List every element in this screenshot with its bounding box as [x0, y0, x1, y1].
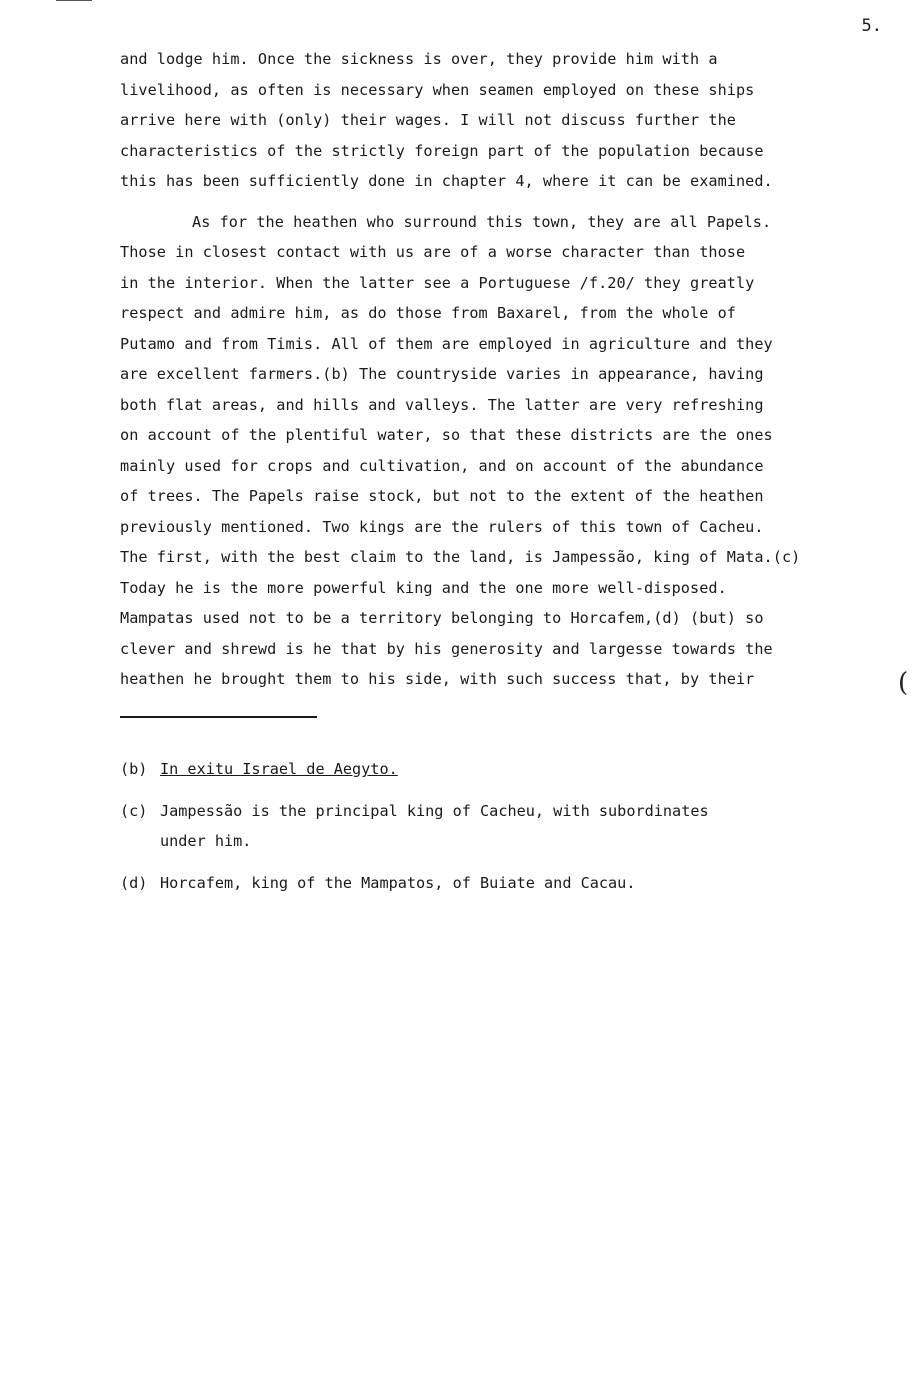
text-line: arrive here with (only) their wages. I will not discuss further the — [120, 111, 736, 129]
text-line: of trees. The Papels raise stock, but not to the extent of the heathen — [120, 487, 764, 505]
footnote-c — [120, 796, 880, 856]
text-line: this has been sufficiently done in chapter 4, where it can be examined. — [120, 172, 773, 190]
page-edge-mark — [56, 0, 92, 1]
text-line: heathen he brought them to his side, with such success that, by their — [120, 670, 755, 688]
text-line: are excellent farmers.(b) The countryside varies in appearance, having — [120, 365, 764, 383]
text-line: and lodge him. Once the sickness is over, they provide him with a — [120, 50, 718, 68]
text-line: mainly used for crops and cultivation, and on account of the abundance — [120, 456, 764, 475]
footnotes — [120, 754, 880, 898]
footnote-text: Jampessão is the principal king of Cacheu, with subordinates — [160, 802, 709, 820]
margin-mark: ( — [898, 668, 909, 698]
footnote-text: under him. — [160, 832, 252, 850]
paragraph-1 — [120, 44, 880, 197]
text-line: on account of the plentiful water, so that these districts are the ones — [120, 426, 773, 444]
text-line: livelihood, as often is necessary when seamen employed on these ships — [120, 80, 755, 99]
footnote-mark: (b) — [120, 760, 148, 778]
text-line: Putamo and from Timis. All of them are employed in agriculture and they — [120, 334, 773, 353]
text-line: Those in closest contact with us are of a worse character than those — [120, 243, 746, 261]
paragraph-2 — [120, 207, 880, 695]
footnote-text: In exitu Israel de Aegyto. — [160, 760, 398, 778]
text-line: The first, with the best claim to the land, is Jampessão, king of Mata.(c) — [120, 548, 801, 566]
text-line: previously mentioned. Two kings are the rulers of this town of Cacheu. — [120, 517, 764, 536]
page-number: 5. — [861, 16, 882, 36]
text-line: both flat areas, and hills and valleys. The latter are very refreshing — [120, 395, 764, 414]
footnote-d — [120, 868, 880, 898]
text-line: in the interior. When the latter see a Portuguese /f.20/ they greatly — [120, 273, 755, 292]
footnote-mark: (d) — [120, 874, 148, 892]
footnote-b — [120, 754, 880, 784]
text-line: clever and shrewd is he that by his generosity and largesse towards the — [120, 639, 773, 658]
footnote-mark: (c) — [120, 802, 148, 820]
text-line: respect and admire him, as do those from Baxarel, from the whole of — [120, 304, 736, 322]
text-line: Mampatas used not to be a territory belonging to Horcafem,(d) (but) so — [120, 609, 764, 627]
body-text — [120, 44, 880, 695]
text-line: Today he is the more powerful king and the one more well-disposed. — [120, 578, 727, 597]
text-line: characteristics of the strictly foreign part of the population because — [120, 141, 764, 160]
footnote-text: Horcafem, king of the Mampatos, of Buiate and Cacau. — [160, 874, 636, 892]
footnote-separator — [120, 716, 317, 718]
text-line: As for the heathen who surround this town, they are all Papels. — [192, 212, 772, 231]
